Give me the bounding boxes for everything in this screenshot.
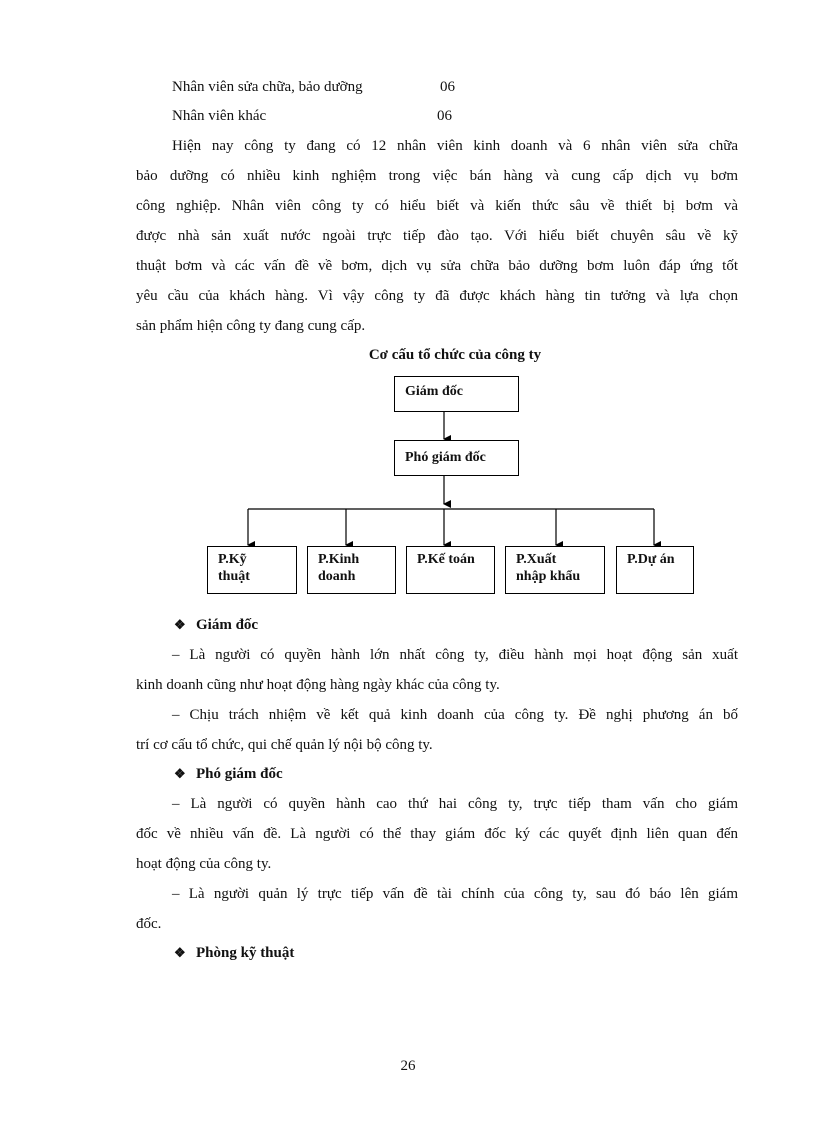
dept-label-line1: P.Kinh (318, 552, 360, 567)
section-heading-text: Phó giám đốc (196, 766, 283, 782)
paragraph-line: – Là người có quyền hành lớn nhất công ty, điều hành mọi hoạt động sản xuất (172, 647, 738, 663)
org-box-director-label: Giám đốc (405, 384, 463, 399)
paragraph-line: đốc về nhiều vấn đề. Là người có thể thay giám đốc ký các quyết định liên quan đến (136, 826, 738, 842)
dept-label-line2: nhập khẩu (516, 569, 581, 584)
dept-label-line2: thuật (218, 569, 250, 584)
paragraph-line: đốc. (136, 916, 162, 932)
section-heading-text: Giám đốc (196, 617, 259, 633)
org-box-deputy (394, 440, 519, 476)
paragraph-line: – Là người có quyền hành cao thứ hai công ty, trực tiếp tham vấn cho giám (172, 796, 738, 812)
dept-label-line1: P.Xuất (516, 552, 557, 567)
paragraph-line: hoạt động của công ty. (136, 856, 272, 872)
paragraph-line: thuật bơm và các vấn đề về bơm, dịch vụ sửa chữa bảo dưỡng bơm luôn đáp ứng tốt (136, 258, 738, 274)
paragraph-line: Hiện nay công ty đang có 12 nhân viên kinh doanh và 6 nhân viên sửa chữa (172, 138, 738, 154)
paragraph-line: yêu cầu của khách hàng. Vì vậy công ty đã được khách hàng tin tưởng và lựa chọn (136, 288, 738, 304)
paragraph-line: – Chịu trách nhiệm về kết quả kinh doanh của công ty. Đề nghị phương án bố (172, 707, 738, 723)
org-box-dept-accounting (406, 546, 495, 594)
staff-label-repair: Nhân viên sửa chữa, bảo dưỡng (172, 79, 363, 95)
section-heading-text: Phòng kỹ thuật (196, 945, 295, 961)
section-heading-technical (174, 943, 294, 963)
section-heading-director (174, 615, 258, 635)
paragraph-line: được nhà sản xuất nước ngoài trực tiếp đào tạo. Với hiểu biết chuyên sâu về kỹ (136, 228, 738, 244)
staff-count-other: 06 (437, 108, 452, 124)
org-box-dept-projects (616, 546, 694, 594)
paragraph-line: công nghiệp. Nhân viên công ty có hiểu biết và kiến thức sâu về thiết bị bơm và (136, 198, 738, 214)
dept-label-line1: P.Dự án (627, 552, 675, 567)
staff-count-repair: 06 (440, 79, 455, 95)
diamond-bullet-icon: ❖ (174, 766, 186, 781)
diamond-bullet-icon: ❖ (174, 945, 186, 960)
staff-label-other: Nhân viên khác (172, 108, 267, 124)
dept-label-line1: P.Kỹ (218, 552, 247, 567)
org-box-director (394, 376, 519, 412)
paragraph-line: trí cơ cấu tổ chức, qui chế quản lý nội bộ công ty. (136, 737, 433, 753)
org-box-dept-import-export (505, 546, 605, 594)
paragraph-line: bảo dưỡng có nhiều kinh nghiệm trong việc bán hàng và cung cấp dịch vụ bơm (136, 168, 738, 184)
dept-label-line2: doanh (318, 569, 356, 584)
org-chart-title: Cơ cấu tổ chức của công ty (368, 347, 542, 363)
diamond-bullet-icon: ❖ (174, 617, 186, 632)
paragraph-line: – Là người quản lý trực tiếp vấn đề tài chính của công ty, sau đó báo lên giám (172, 886, 738, 902)
org-box-deputy-label: Phó giám đốc (405, 450, 486, 465)
org-box-dept-business (307, 546, 396, 594)
org-box-dept-technical (207, 546, 297, 594)
page-number: 26 (400, 1058, 416, 1074)
paragraph-line: kinh doanh cũng như hoạt động hàng ngày khác của công ty. (136, 677, 500, 693)
dept-label-line1: P.Kế toán (417, 552, 475, 567)
paragraph-line: sản phẩm hiện công ty đang cung cấp. (136, 318, 366, 334)
section-heading-deputy (174, 764, 283, 784)
